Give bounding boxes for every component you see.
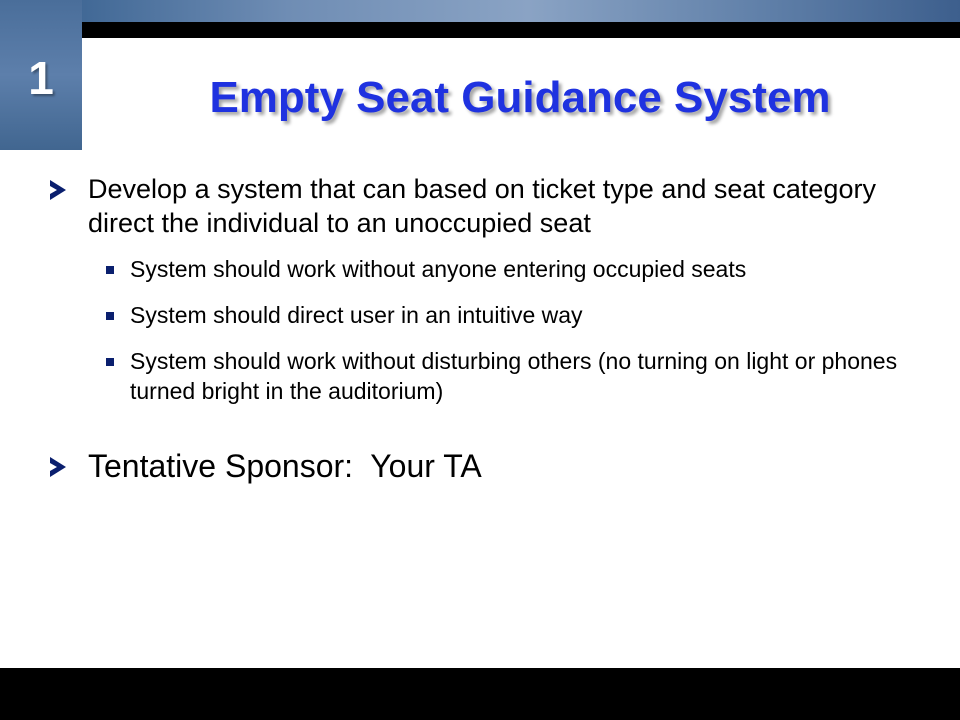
bottom-band: [0, 668, 960, 720]
slide-content: [50, 172, 920, 500]
sub-bullet: [88, 346, 920, 406]
main-bullet-text: Develop a system that can based on ticket type and seat category direct the individual to an unoccupied seat: [88, 174, 876, 238]
square-bullet-icon: [106, 266, 114, 274]
slide-number: 1: [28, 52, 54, 104]
main-bullet: [50, 172, 920, 240]
sub-bullet-text: System should direct user in an intuitive way: [130, 302, 583, 328]
top-banner: [0, 0, 960, 22]
sub-bullet-text: System should work without disturbing others (no turning on light or phones turned bright in the auditorium): [130, 348, 898, 404]
arrow-bullet-icon: [50, 457, 66, 477]
arrow-bullet-icon: [50, 180, 66, 200]
sub-bullet: [88, 254, 920, 284]
sub-bullet-list: [88, 254, 920, 406]
sub-bullet: [88, 300, 920, 330]
top-divider: [82, 22, 960, 38]
slide-title: Empty Seat Guidance System: [209, 73, 831, 122]
sponsor-text: Tentative Sponsor: Your TA: [88, 448, 482, 484]
sub-bullet-text: System should work without anyone entering occupied seats: [130, 256, 747, 282]
square-bullet-icon: [106, 312, 114, 320]
sponsor-bullet: [50, 446, 920, 486]
square-bullet-icon: [106, 358, 114, 366]
